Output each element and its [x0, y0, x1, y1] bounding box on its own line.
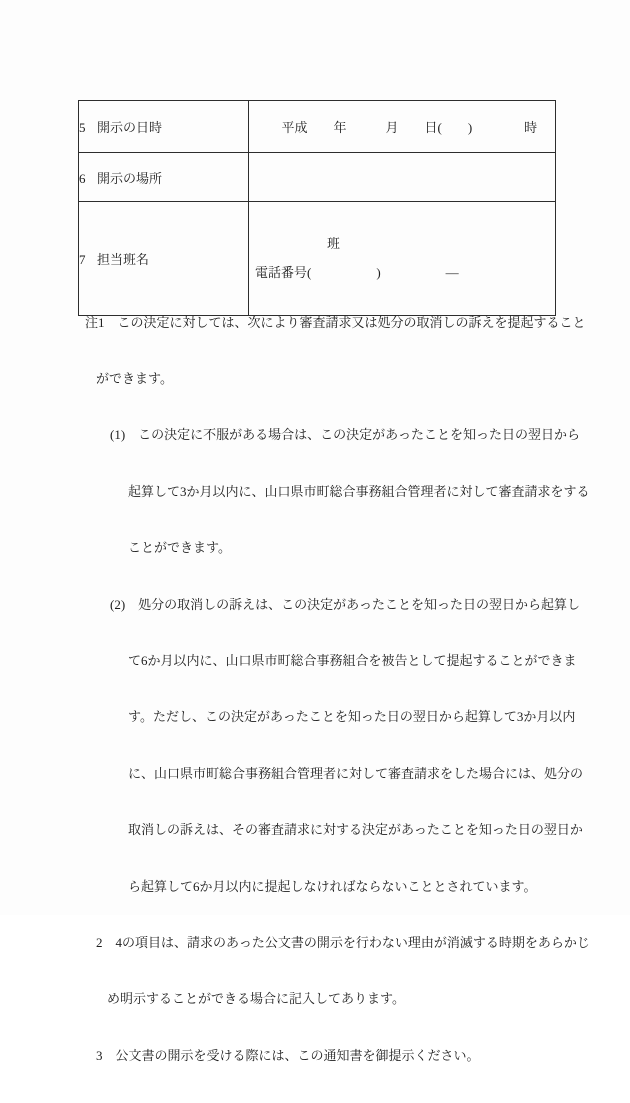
row-label-cell — [79, 153, 249, 202]
phone-blank-line: 電話番号( ) — — [255, 265, 459, 280]
note-line: て6か月以内に、山口県市町総合事務組合を被告として提起することができま — [128, 652, 577, 668]
note-line: め明示することができる場合に記入してあります。 — [107, 991, 405, 1007]
notes-section — [85, 276, 590, 1103]
note-line: ことができます。 — [128, 540, 231, 556]
note-line: 取消しの訴えは、その審査請求に対する決定があったことを知った日の翌日か — [128, 822, 583, 838]
row-number: 5 — [79, 120, 86, 135]
note-line: 2 4の項目は、請求のあった公文書の開示を行わない理由が消滅する時期をあらかじ — [96, 934, 590, 950]
note-line: ができます。 — [96, 370, 173, 386]
note-line: 3 公文書の開示を受ける際には、この通知書を御提示ください。 — [96, 1047, 480, 1063]
note-line: (2) 処分の取消しの訴えは、この決定があったことを知った日の翌日から起算し — [110, 596, 581, 612]
note-line: 注1 この決定に対しては、次により審査請求又は処分の取消しの訴えを提起すること — [85, 314, 586, 330]
row-number: 6 — [79, 170, 86, 186]
date-blank-line: 平成 年 月 日( ) 時 — [281, 120, 538, 135]
row-value-cell — [249, 101, 556, 153]
note-line: に、山口県市町総合事務組合管理者に対して審査請求をした場合には、処分の — [128, 765, 584, 781]
row-number: 7 — [79, 252, 86, 267]
note-line: ら起算して6か月以内に提起しなければならないこととされています。 — [128, 878, 537, 894]
row-label-cell — [79, 101, 249, 153]
note-line: す。ただし、この決定があったことを知った日の翌日から起算して3か月以内 — [128, 709, 576, 725]
row-label: 開示の場所 — [97, 170, 163, 186]
group-blank-line: 班 — [327, 236, 341, 251]
row-label: 担当班名 — [97, 252, 150, 267]
note-line: (1) この決定に不服がある場合は、この決定があったことを知った日の翌日から — [110, 427, 581, 443]
row-label: 開示の日時 — [97, 120, 163, 135]
table-row-disclosure-datetime — [79, 101, 556, 153]
note-line: 起算して3か月以内に、山口県市町総合事務組合管理者に対して審査請求をする — [128, 483, 590, 499]
